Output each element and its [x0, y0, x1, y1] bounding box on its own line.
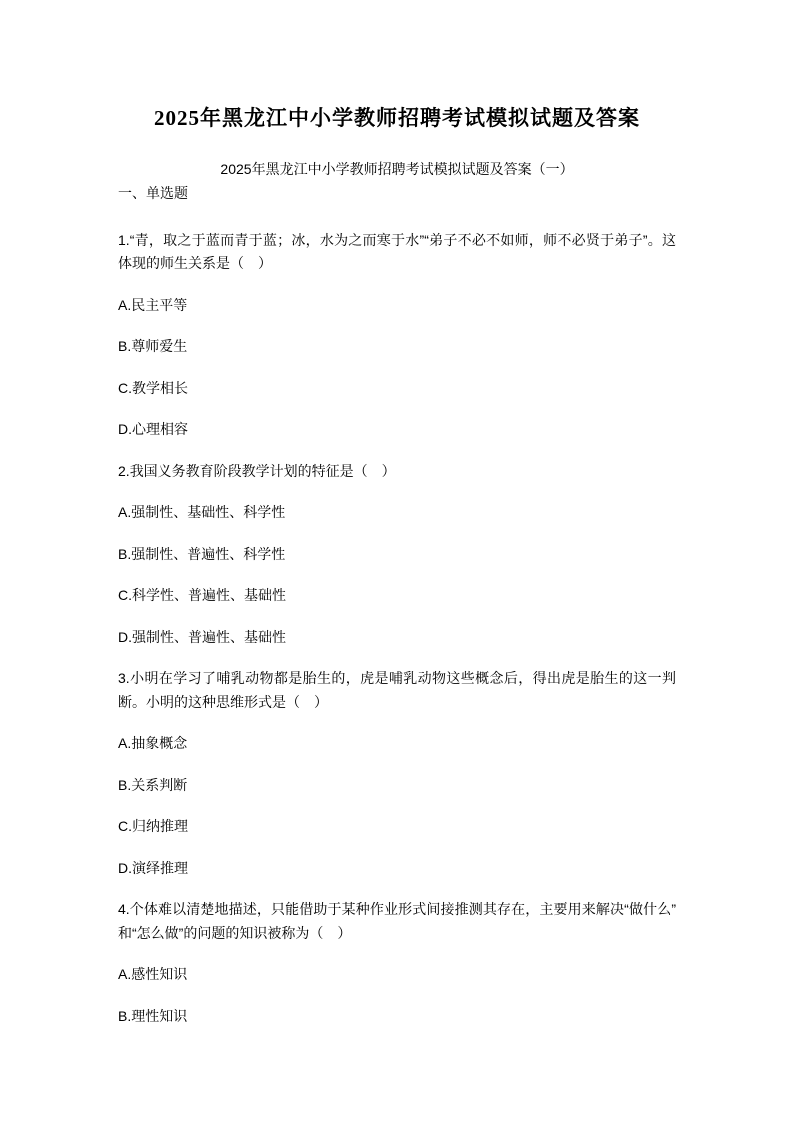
option-item [118, 626, 676, 650]
option-text: 演绎推理 [132, 859, 188, 876]
option-text: 尊师爱生 [131, 338, 188, 354]
question-text [118, 898, 676, 945]
page-title: 2025年黑龙江中小学教师招聘考试模拟试题及答案 [154, 106, 640, 130]
option-text: 心理相容 [132, 421, 188, 437]
option-text: 抽象概念 [131, 735, 188, 751]
question-number: 1. [118, 231, 130, 248]
question-3 [118, 667, 676, 880]
section-heading-single-choice: 一、单选题 [118, 185, 188, 201]
option-label: B. [118, 1007, 132, 1024]
option-item [118, 815, 676, 839]
question-text [118, 460, 676, 484]
question-body: 小明在学习了哺乳动物都是胎生的，虎是哺乳动物这些概念后，得出虎是胎生的这一判断。小明的这种思维形式是（ ） [118, 670, 676, 710]
option-label: A. [118, 296, 132, 313]
option-text: 强制性、基础性、科学性 [131, 504, 286, 520]
option-label: C. [118, 379, 132, 396]
option-text: 关系判断 [131, 776, 188, 793]
option-label: B. [118, 776, 132, 793]
question-4 [118, 898, 676, 1028]
option-label: C. [118, 818, 132, 834]
question-body: 个体难以清楚地描述，只能借助于某种作业形式间接推测其存在，主要用来解决“做什么”和“怎么做”的问题的知识被称为（ ） [118, 901, 676, 941]
option-text: 感性知识 [131, 966, 188, 982]
option-label: B. [118, 545, 132, 562]
option-text: 强制性、普遍性、科学性 [131, 545, 286, 562]
option-item [118, 335, 676, 359]
option-label: A. [118, 966, 132, 982]
question-text [118, 667, 676, 714]
option-item [118, 418, 676, 442]
option-label: D. [118, 859, 132, 876]
option-item [118, 584, 676, 608]
question-body: 我国义务教育阶段教学计划的特征是（ ） [129, 462, 396, 479]
question-number: 4. [118, 901, 130, 917]
option-item [118, 377, 676, 401]
option-text: 科学性、普遍性、基础性 [132, 587, 286, 603]
option-text: 强制性、普遍性、基础性 [132, 628, 286, 645]
option-text: 民主平等 [131, 296, 188, 313]
option-item [118, 1005, 676, 1029]
option-label: C. [118, 587, 132, 603]
option-label: A. [118, 735, 132, 751]
option-item [118, 857, 676, 881]
question-1 [118, 229, 676, 442]
option-item [118, 732, 676, 756]
option-text: 教学相长 [132, 379, 188, 396]
option-item [118, 963, 676, 987]
option-text: 理性知识 [131, 1007, 188, 1024]
option-label: A. [118, 504, 132, 520]
question-text [118, 229, 676, 276]
option-item [118, 294, 676, 318]
option-text: 归纳推理 [132, 818, 188, 834]
option-label: D. [118, 421, 132, 437]
option-item [118, 501, 676, 525]
question-2 [118, 460, 676, 650]
question-number: 3. [118, 670, 130, 686]
question-number: 2. [118, 462, 130, 479]
option-item [118, 543, 676, 567]
option-label: D. [118, 628, 132, 645]
option-item [118, 774, 676, 798]
page-subtitle: 2025年黑龙江中小学教师招聘考试模拟试题及答案（一） [220, 161, 574, 177]
option-label: B. [118, 338, 132, 354]
question-body: “青，取之于蓝而青于蓝；冰，水为之而寒于水”“弟子不必不如师，师不必贤于弟子”。这体现的师生关系是（ ） [118, 231, 676, 271]
